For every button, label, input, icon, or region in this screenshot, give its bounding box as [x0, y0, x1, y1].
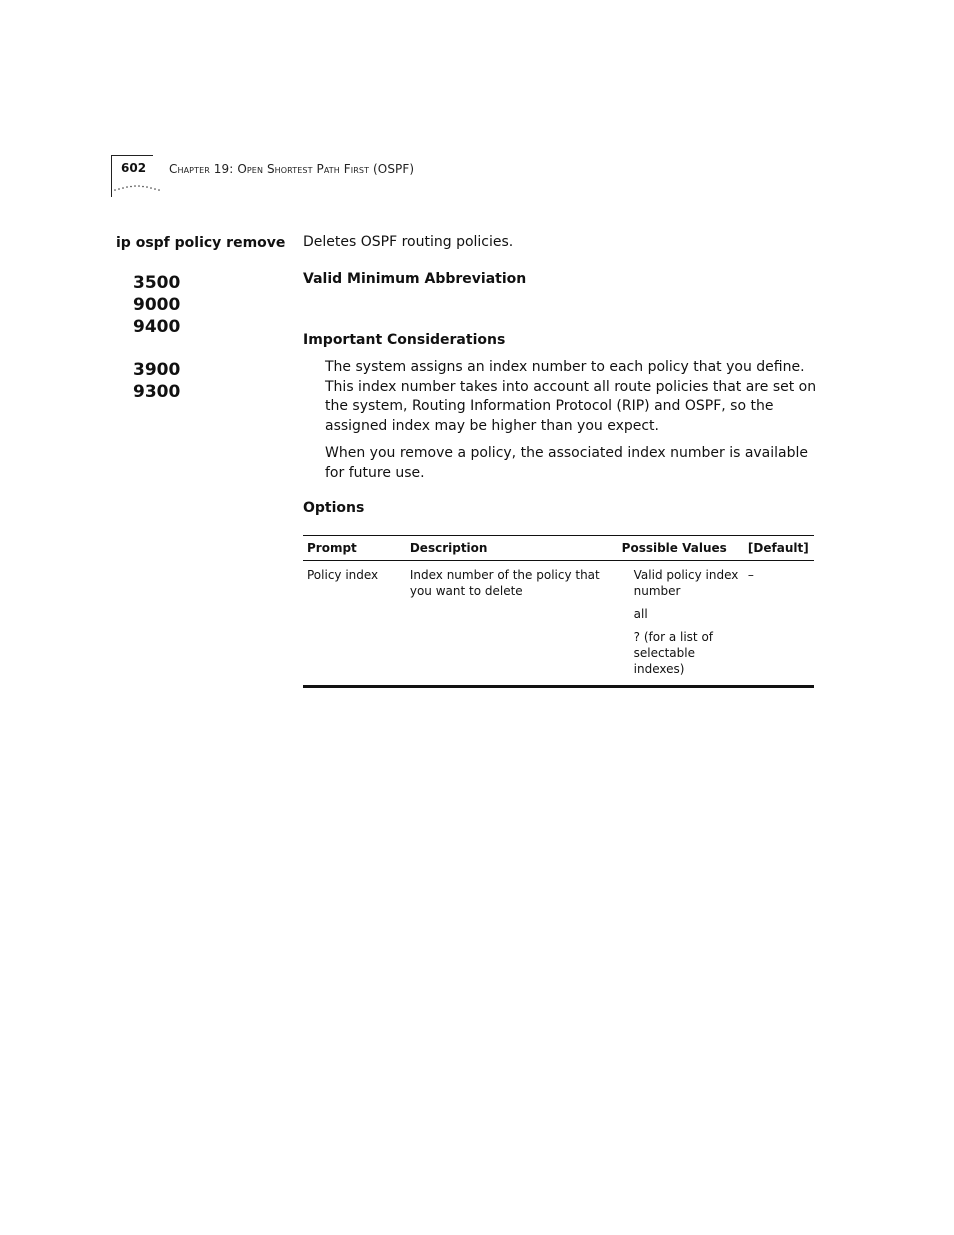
platform-item: 3900 [133, 360, 181, 380]
column-header-description: Description [406, 536, 618, 561]
cell-default: – [747, 568, 754, 582]
column-header-prompt: Prompt [303, 536, 406, 561]
important-paragraph: The system assigns an index number to each policy that you define. This index number takes into account all route policies that are set on the system, Routing Information Protocol (RIP) and OSPF, so the assigned index may be higher than you expect. [325, 359, 817, 434]
options-table [303, 535, 814, 688]
platform-list [133, 272, 180, 403]
valid-min-abbreviation-heading: Valid Minimum Abbreviation [303, 271, 527, 287]
options-heading: Options [303, 500, 365, 516]
command-name: ip ospf policy remove [116, 235, 286, 251]
important-paragraph: When you remove a policy, the associated index number is available for future use. [325, 445, 809, 481]
header-dotted-ornament [113, 184, 163, 192]
command-summary: Deletes OSPF routing policies. [303, 234, 514, 250]
cell-prompt: Policy index [307, 568, 379, 582]
platform-item: 9300 [133, 382, 181, 402]
cell-possible-values [618, 561, 744, 687]
platform-item: 9400 [133, 317, 181, 337]
column-header-possible-values: Possible Values [618, 536, 744, 561]
chapter-title: Chapter 19: Open Shortest Path First (OSPF) [169, 162, 415, 176]
possible-value: ? (for a list of selectable indexes) [633, 630, 714, 676]
platform-item: 9000 [133, 295, 181, 315]
possible-value: Valid policy index number [633, 568, 739, 598]
table-row [303, 561, 814, 687]
cell-description: Index number of the policy that you want to delete [409, 568, 600, 598]
column-header-default: [Default] [744, 536, 814, 561]
header-rule-vertical [111, 155, 112, 197]
page-number: 602 [121, 161, 147, 175]
platform-item: 3500 [133, 273, 181, 293]
important-considerations-heading: Important Considerations [303, 332, 506, 348]
header-rule-horizontal [111, 155, 153, 156]
table-header-row [303, 536, 814, 561]
possible-value: all [633, 607, 648, 621]
